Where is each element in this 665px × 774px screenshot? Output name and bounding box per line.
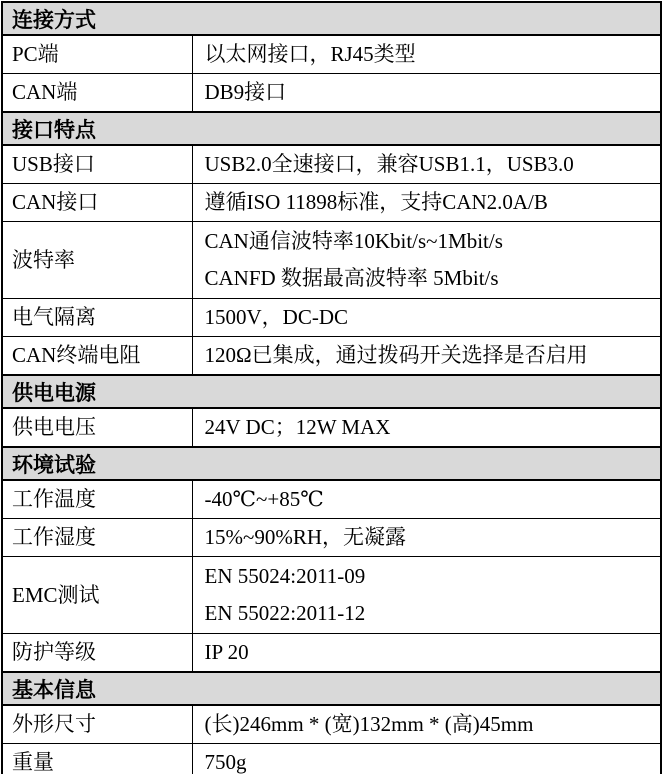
table-row: [2, 634, 661, 673]
spec-value-cell: [192, 519, 661, 557]
spec-value-line: EN 55024:2011-09: [204, 564, 366, 588]
spec-value-cell: [192, 299, 661, 337]
spec-value-cell: [192, 480, 661, 519]
spec-label-cell: [2, 744, 192, 774]
spec-value-cell: [192, 634, 661, 673]
table-row: [2, 705, 661, 744]
spec-value-cell: [192, 74, 661, 113]
spec-value-line: (长)246mm * (宽)132mm * (高)45mm: [204, 712, 534, 736]
table-row: [2, 408, 661, 447]
spec-value-cell: [192, 557, 661, 634]
spec-label-cell: [2, 222, 192, 299]
table-row: [2, 74, 661, 113]
spec-label-text: 电气隔离: [12, 305, 96, 329]
spec-label-cell: [2, 519, 192, 557]
table-row: [2, 35, 661, 74]
spec-label-text: PC端: [12, 42, 59, 66]
table-row: [2, 145, 661, 184]
spec-value-cell: [192, 222, 661, 299]
spec-label-cell: [2, 705, 192, 744]
table-row: [2, 299, 661, 337]
spec-label-cell: [2, 337, 192, 376]
spec-table: [1, 1, 662, 774]
spec-table-body: [2, 2, 661, 774]
spec-value-line: -40℃~+85℃: [204, 487, 324, 511]
section-title: 连接方式: [2, 2, 661, 35]
spec-value-cell: [192, 184, 661, 222]
section-header-row: [2, 375, 661, 408]
section-header-row: [2, 112, 661, 145]
spec-value-line: 以太网接口，RJ45类型: [204, 42, 416, 66]
table-row: [2, 519, 661, 557]
spec-value-cell: [192, 705, 661, 744]
table-row: [2, 480, 661, 519]
section-title: 环境试验: [2, 447, 661, 480]
spec-label-text: EMC测试: [12, 582, 100, 607]
section-title: 供电电源: [2, 375, 661, 408]
spec-label-cell: [2, 145, 192, 184]
spec-label-text: CAN端: [12, 80, 78, 104]
section-title: 接口特点: [2, 112, 661, 145]
spec-label-text: 波特率: [12, 247, 75, 272]
table-row: [2, 222, 661, 299]
spec-label-text: 供电电压: [12, 415, 96, 439]
spec-value-line: CANFD 数据最高波特率 5Mbit/s: [204, 266, 499, 290]
table-row: [2, 337, 661, 376]
spec-value-cell: [192, 35, 661, 74]
spec-label-cell: [2, 480, 192, 519]
section-header-row: [2, 672, 661, 705]
spec-value-line: 120Ω已集成，通过拨码开关选择是否启用: [204, 343, 588, 367]
spec-label-cell: [2, 408, 192, 447]
spec-value-line: 750g: [204, 750, 247, 774]
spec-label-cell: [2, 299, 192, 337]
spec-label-cell: [2, 184, 192, 222]
spec-value-line: USB2.0全速接口，兼容USB1.1，USB3.0: [204, 152, 574, 176]
spec-label-text: 重量: [12, 750, 54, 774]
spec-value-cell: [192, 145, 661, 184]
spec-label-text: 工作湿度: [12, 525, 96, 549]
spec-label-text: 防护等级: [12, 640, 96, 664]
section-header-row: [2, 2, 661, 35]
spec-value-cell: [192, 337, 661, 376]
spec-label-cell: [2, 35, 192, 74]
spec-value-line: DB9接口: [204, 80, 287, 104]
spec-value-line: 15%~90%RH，无凝露: [204, 525, 407, 549]
spec-label-text: USB接口: [12, 152, 95, 176]
spec-value-cell: [192, 408, 661, 447]
spec-label-cell: [2, 557, 192, 634]
spec-value-line: EN 55022:2011-12: [204, 601, 366, 625]
section-header-row: [2, 447, 661, 480]
spec-label-cell: [2, 74, 192, 113]
table-row: [2, 557, 661, 634]
section-title: 基本信息: [2, 672, 661, 705]
spec-value-line: 24V DC；12W MAX: [204, 415, 391, 439]
spec-value-line: CAN通信波特率10Kbit/s~1Mbit/s: [204, 229, 503, 253]
spec-value-line: IP 20: [204, 640, 249, 664]
spec-value-cell: [192, 744, 661, 774]
spec-value-line: 遵循ISO 11898标准，支持CAN2.0A/B: [204, 190, 548, 214]
table-row: [2, 744, 661, 774]
spec-label-text: CAN接口: [12, 190, 99, 214]
table-row: [2, 184, 661, 222]
spec-label-cell: [2, 634, 192, 673]
spec-label-text: 工作温度: [12, 487, 96, 511]
spec-label-text: CAN终端电阻: [12, 343, 141, 367]
spec-label-text: 外形尺寸: [12, 712, 96, 736]
spec-value-line: 1500V，DC-DC: [204, 305, 349, 329]
